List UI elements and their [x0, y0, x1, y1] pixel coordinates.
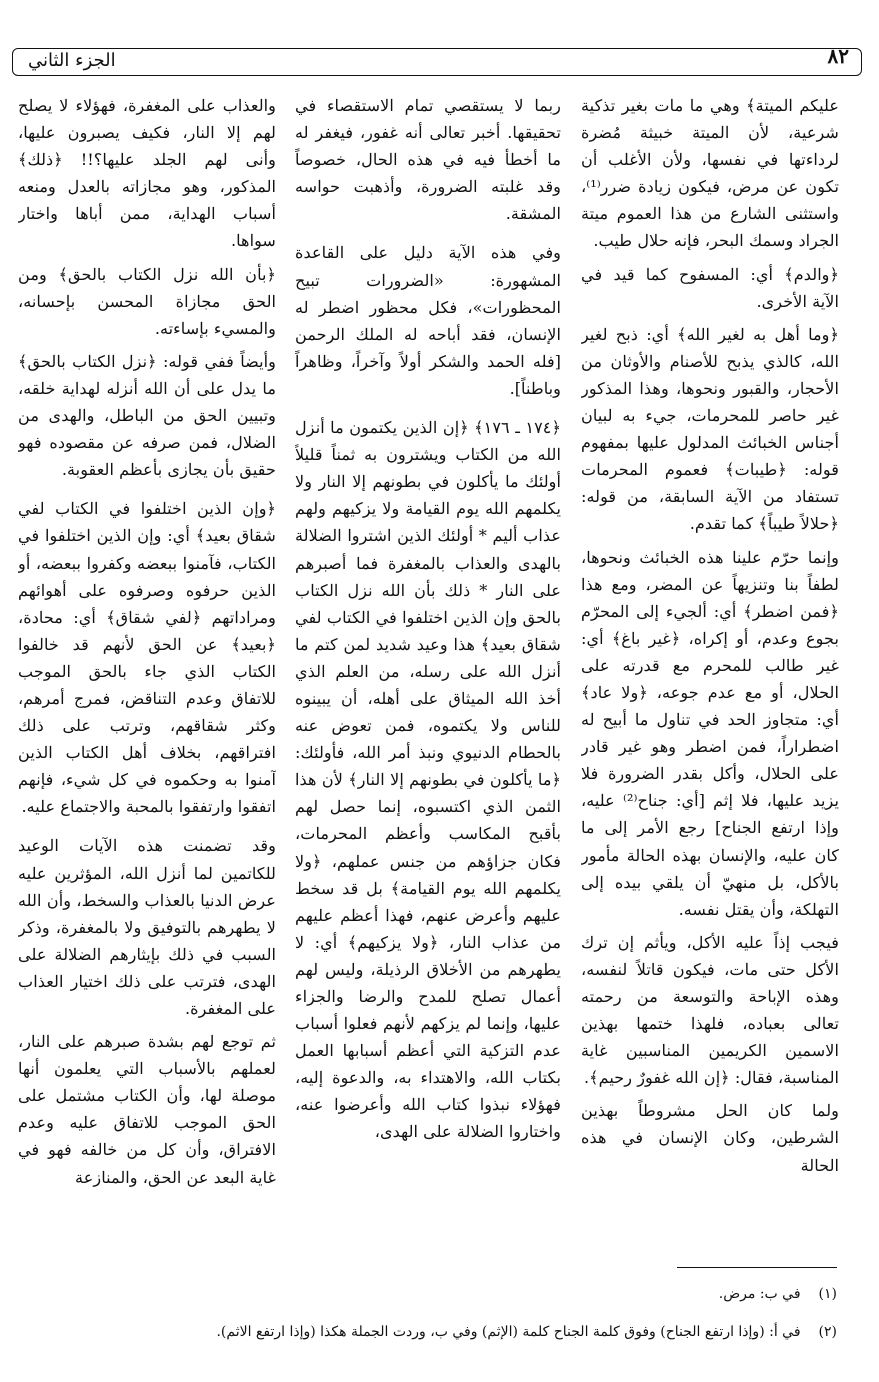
- paragraph: عليكم الميتة﴾ وهي ما مات بغير تذكية شرعية، لأن الميتة خبيثة مُضرة لرداءتها في نفسها، ولأن الأغلب أن تكون عن مرض، فيكون زيادة ضرر⁽¹⁾، واستثنى الشارع من هذا العموم ميتة الجراد وسمك البحر، فإنه حلال طيب.: [581, 96, 839, 251]
- paragraph: ربما لا يستقصي تمام الاستقصاء في تحقيقها. أخبر تعالى أنه غفور، فيغفر له ما أخطأ فيه في هذه الحال، خصوصاً وقد غلبته الضرورة، وأذهبت حواسه المشقة.: [295, 96, 561, 224]
- footnote-text: في أ: (وإذا ارتفع الجناح) وفوق كلمة الجناح كلمة (الإثم) وفي ب، وردت الجملة هكذا (وإذا ارتفع الاثم).: [216, 1324, 801, 1340]
- paragraph: وأيضاً ففي قوله: ﴿نزل الكتاب بالحق﴾ ما يدل على أن الله أنزله لهداية خلقه، وتبيين الحق من الباطل، والهدى من الضلال، فمن صرفه عن مقصوده فهو حقيق بأن يجازى بأعظم العقوبة.: [18, 351, 276, 480]
- paragraph: ولما كان الحل مشروطاً بهذين الشرطين، وكان الإنسان في هذه الحالة: [581, 1101, 839, 1175]
- paragraph: وفي هذه الآية دليل على القاعدة المشهورة: «الضرورات تبيح المحظورات»، فكل محظور اضطر له الإنسان، فقد أباحه له الملك الرحمن [فله الحمد والشكر أولاً وآخراً، وظاهراً وباطناً].: [295, 243, 561, 398]
- page-header-frame: [12, 48, 862, 76]
- footnote-divider: [677, 1267, 837, 1268]
- paragraph: وقد تضمنت هذه الآيات الوعيد للكاتمين لما أنزل الله، المؤثرين عليه عرض الدنيا بالعذاب والسخط، وأن الله لا يطهرهم بالتوفيق ولا بالمغفرة، وذكر السبب في ذلك بإيثارهم الضلالة على الهدى، فترتب على ذلك اختيار العذاب على المغفرة.: [18, 836, 276, 1018]
- page-number: ٨٢: [827, 44, 849, 68]
- paragraph: ﴿بأن الله نزل الكتاب بالحق﴾ ومن الحق مجازاة المحسن بإحسانه، والمسيء بإساءته.: [18, 264, 276, 338]
- footnote-number: (٢): [818, 1324, 837, 1340]
- footnote-number: (١): [818, 1286, 837, 1302]
- footnote: [719, 1284, 837, 1304]
- paragraph: ﴿وما أهل به لغير الله﴾ أي: ذبح لغير الله، كالذي يذبح للأصنام والأوثان من الأحجار، والقبور ونحوها، وهذا المذكور غير حاصر للمحرمات، جيء به لبيان أجناس الخبائث المدلول عليها بمفهوم قوله: ﴿طيبات﴾ فعموم المحرمات تستفاد من الآية السابقة، من قوله: ﴿حلالاً طيباً﴾ كما تقدم.: [581, 324, 839, 534]
- part-title: الجزء الثاني: [28, 50, 116, 71]
- paragraph: ﴿والدم﴾ أي: المسفوح كما قيد في الآية الأخرى.: [581, 264, 839, 311]
- paragraph: وإنما حرّم علينا هذه الخبائث ونحوها، لطفاً بنا وتنزيهاً عن المضر، ومع هذا ﴿فمن اضطر﴾ أي: ألجيء إلى المحرّم بجوع وعدم، أو إكراه، ﴿غير باغ﴾ أي: غير طالب للمحرم مع قدرته على الحلال، أو مع عدم جوعه، ﴿ولا عاد﴾ أي: متجاوز الحد في تناول ما أبيح له اضطراراً، فمن اضطر وهو غير قادر على الحلال، وأكل بقدر الضرورة فلا يزيد عليها، فلا إثم [أي: جناح⁽²⁾ عليه، وإذا ارتفع الجناح] رجع الأمر إلى ما كان عليه، والإنسان بهذه الحالة مأمور بالأكل، بل منهيّ أن يلقي بيده إلى التهلكة، وأن يقتل نفسه.: [581, 547, 839, 919]
- paragraph: ﴿١٧٤ ـ ١٧٦﴾ ﴿إن الذين يكتمون ما أنزل الله من الكتاب ويشترون به ثمناً قليلاً أولئك ما يأكلون في بطونهم إلا النار ولا يكلمهم الله يوم القيامة ولا يزكيهم ولهم عذاب أليم * أولئك الذين اشتروا الضلالة بالهدى والعذاب بالمغفرة فما أصبرهم على النار * ذلك بأن الله نزل الكتاب بالحق وإن الذين اختلفوا في الكتاب لفي شقاق بعيد﴾ هذا وعيد شديد لمن كتم ما أنزل الله على رسله، من العلم الذي أخذ الله الميثاق على أهله، أن يبينوه للناس ولا يكتموه، فمن تعوض عنه بالحطام الدنيوي ونبذ أمر الله، فأولئك: ﴿ما يأكلون في بطونهم إلا النار﴾ لأن هذا الثمن الذي اكتسبوه، إنما حصل لهم بأقبح المكاسب وأعظم المحرمات، فكان جزاؤهم من جنس عملهم، ﴿ولا يكلمهم الله يوم القيامة﴾ بل قد سخط عليهم وأعرض عنهم، فهذا أعظم عليهم من عذاب النار، ﴿ولا يزكيهم﴾ أي: لا يطهرهم من الأخلاق الرذيلة، وليس لهم أعمال تصلح للمدح والرضا والجزاء عليها، وإنما لم يزكهم لأنهم فعلوا أسباب عدم التزكية التي أعظم أسبابها العمل بكتاب الله، والاهتداء به، والدعوة إليه، فهؤلاء نبذوا كتاب الله وأعرضوا عنه، واختاروا الضلالة على الهدى،: [295, 418, 561, 1142]
- paragraph: والعذاب على المغفرة، فهؤلاء لا يصلح لهم إلا النار، فكيف يصبرون عليها، وأنى لهم الجلد عليها؟!! ﴿ذلك﴾ المذكور، وهو مجازاته بالعدل ومنعه أسباب الهداية، ممن أباها واختار سواها.: [18, 96, 276, 251]
- text-column-middle: [295, 92, 561, 1262]
- text-column-left: [18, 92, 276, 1262]
- paragraph: ثم توجع لهم بشدة صبرهم على النار، لعملهم بالأسباب التي يعلمون أنها موصلة لها، وأن الكتاب مشتمل على الحق الموجب للاتفاق عليه وعدم الافتراق، وأن كل من خالفه فهو في غاية البعد عن الحق، والمنازعة: [18, 1032, 276, 1187]
- paragraph: فيجب إذاً عليه الأكل، ويأثم إن ترك الأكل حتى مات، فيكون قاتلاً لنفسه، وهذه الإباحة والتوسعة من رحمته تعالى بعباده، فلهذا ختمها بهذين الاسمين الكريمين المناسبين غاية المناسبة، فقال: ﴿إن الله غفورٌ رحيم﴾.: [581, 932, 839, 1088]
- footnote: [216, 1322, 837, 1342]
- paragraph: ﴿وإن الذين اختلفوا في الكتاب لفي شقاق بعيد﴾ أي: وإن الذين اختلفوا في الكتاب، فآمنوا ببعضه وكفروا ببعضه، أو الذين حرفوه وصرفوه على أهوائهم ومراداتهم ﴿لفي شقاق﴾ أي: محادة، ﴿بعيد﴾ عن الحق لأنهم قد خالفوا الكتاب الذي جاء بالحق الموجب للاتفاق وعدم التناقض، فمرج أمرهم، وكثر شقاقهم، وترتب على ذلك افتراقهم، بخلاف أهل الكتاب الذين آمنوا به وحكموه في كل شيء، فإنهم اتفقوا وارتفقوا بالمحبة والاجتماع عليه.: [18, 499, 276, 817]
- footnote-text: في ب: مرض.: [718, 1286, 801, 1302]
- text-column-right: [581, 92, 839, 1262]
